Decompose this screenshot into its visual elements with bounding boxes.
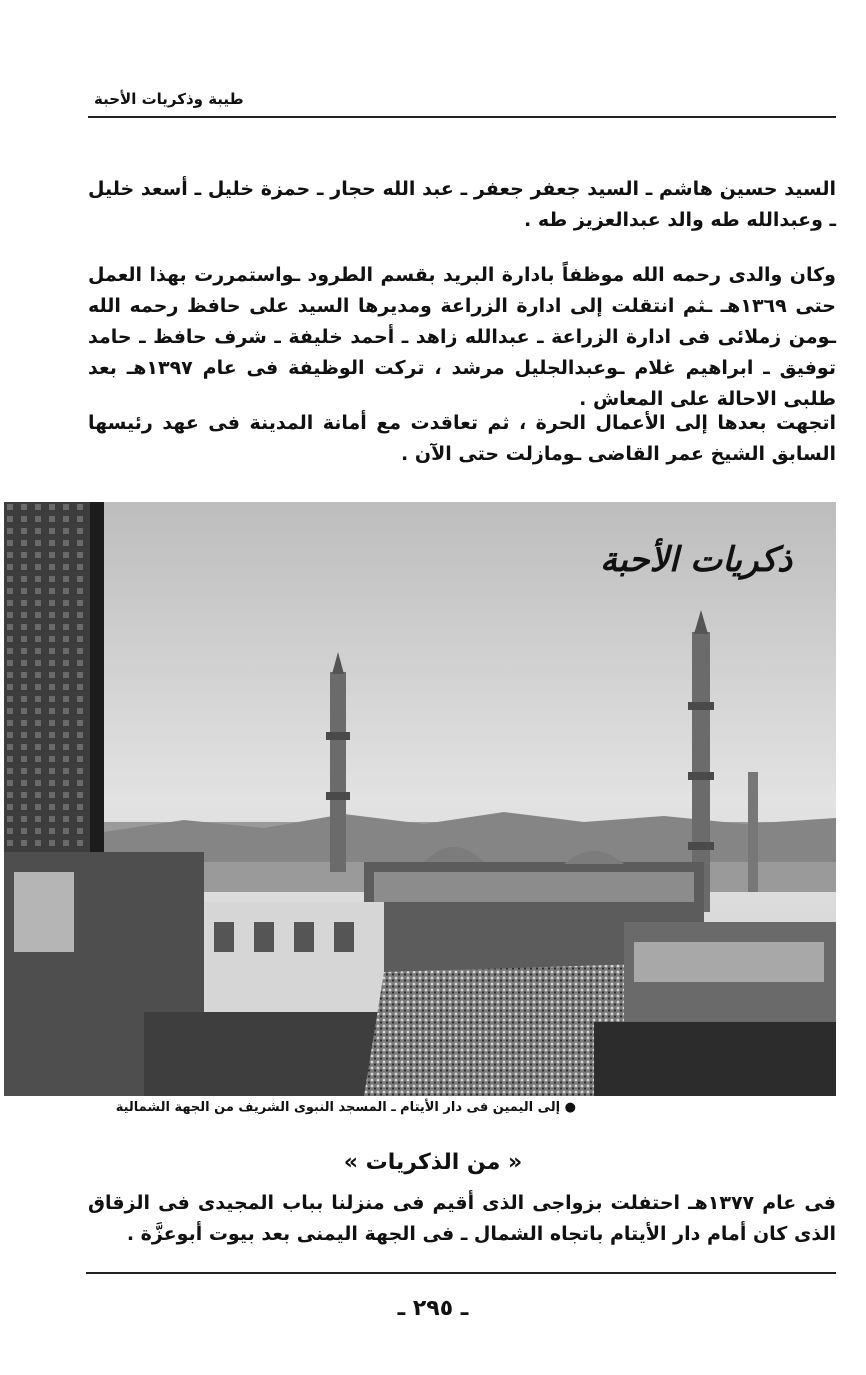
paragraph-names xyxy=(88,174,836,236)
mosque-photo xyxy=(4,502,836,1096)
paragraph-career xyxy=(88,260,836,415)
running-header xyxy=(88,90,836,118)
page-number: ـ ٢٩٥ ـ xyxy=(397,1296,469,1321)
paragraph-text: اتجهت بعدها إلى الأعمال الحرة ، ثم تعاقدت مع أمانة المدينة فى عهد رئيسها السابق الشيخ عمر القاضى ـومازلت حتى الآن . xyxy=(88,412,836,465)
paragraph-text: السيد حسين هاشم ـ السيد جعفر جعفر ـ عبد الله حجار ـ حمزة خليل ـ أسعد خليل ـ وعبدالله طه والد عبدالعزيز طه . xyxy=(88,178,836,231)
mosque-photo-illustration xyxy=(4,502,836,1096)
paragraph-memories xyxy=(88,1188,836,1250)
header-title: طيبة وذكريات الأحبة xyxy=(94,90,244,108)
paragraph-text: وكان والدى رحمه الله موظفاً بادارة البريد بقسم الطرود ـواستمررت بهذا العمل حتى ١٣٦٩هـ ـثم انتقلت إلى ادارة الزراعة ومديرها السيد على حافظ رحمه الله ـومن زملائى فى ادارة الزراعة ـ عبدالله زاهد ـ أحمد خليفة ـ شرف حافظ ـ حامد توفيق ـ ابراهيم غلام ـوعبدالجليل مرشد ، تركت الوظيفة فى عام ١٣٩٧هـ بعد طلبى الاحالة على المعاش . xyxy=(88,264,836,410)
paragraph-later-work xyxy=(88,408,836,470)
paragraph-text: فى عام ١٣٧٧هـ احتفلت بزواجى الذى أقيم فى منزلنا بباب المجيدى فى الزقاق الذى كان أمام دار الأيتام باتجاه الشمال ـ فى الجهة اليمنى بعد بيوت أبوعزَّة . xyxy=(88,1192,836,1245)
footer-divider xyxy=(86,1272,836,1274)
section-title: « من الذكريات » xyxy=(343,1150,523,1175)
photo-caption: ● إلى اليمين فى دار الأيتام ـ المسجد النبوى الشريف من الجهة الشمالية xyxy=(115,1100,576,1115)
photo-overlay-title: ذكريات الأحبة xyxy=(600,540,793,580)
